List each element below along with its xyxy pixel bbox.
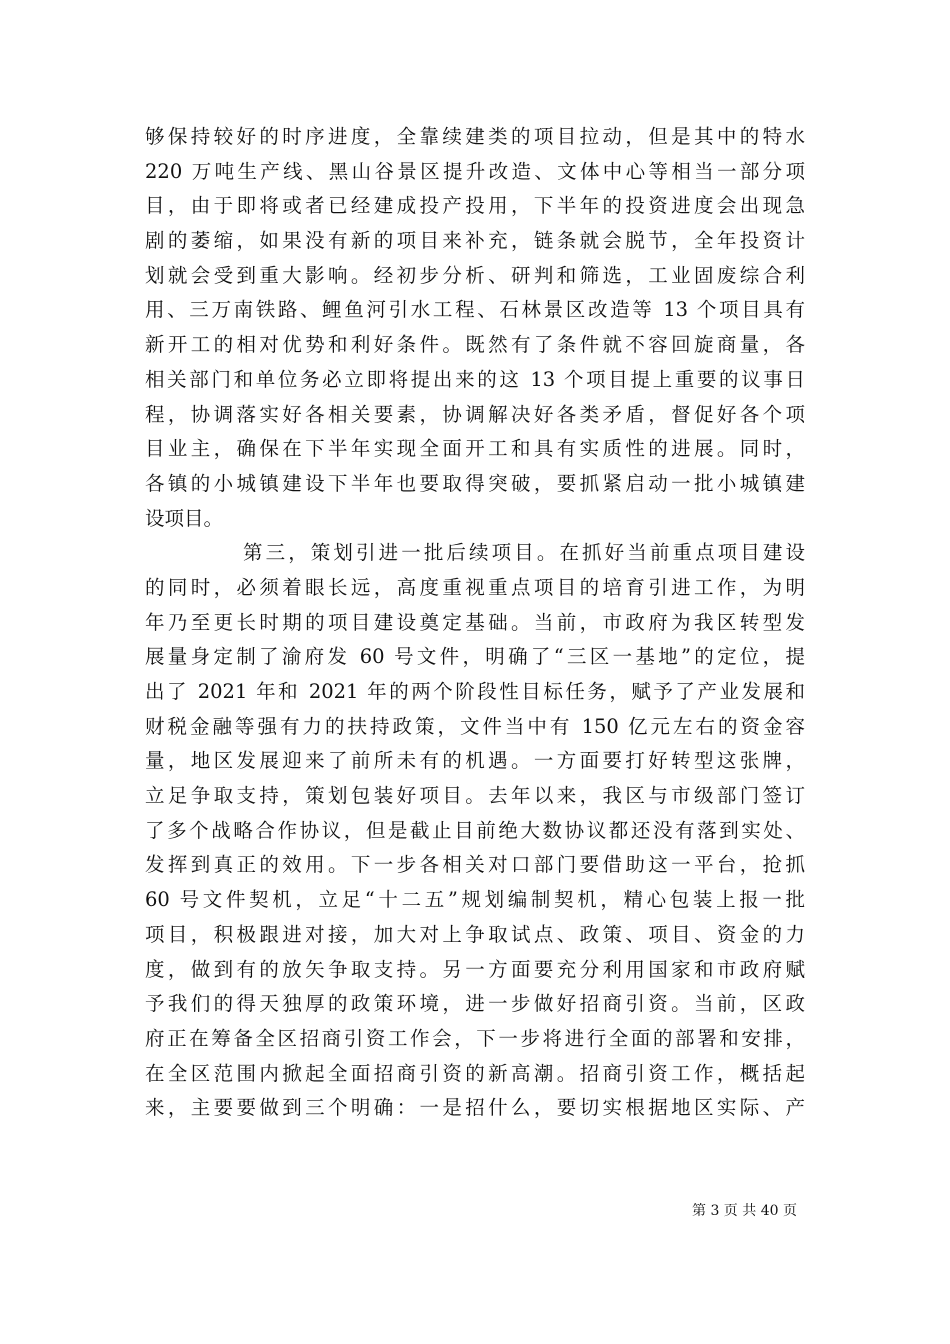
- text-line: 的同时，必须着眼长远，高度重视重点项目的培育引进工作，为明: [145, 575, 805, 599]
- page-number-footer: 第 3 页 共 40 页: [692, 1203, 797, 1219]
- text-line: 展量身定制了渝府发 60 号文件，明确了“三区一基地”的定位，提: [145, 645, 805, 669]
- text-line: 划就会受到重大影响。经初步分析、研判和筛选，工业固废综合利: [145, 263, 805, 287]
- text-line: 第三，策划引进一批后续项目。在抓好当前重点项目建设: [243, 541, 805, 565]
- text-line: 予我们的得天独厚的政策环境，进一步做好招商引资。当前，区政: [145, 992, 805, 1016]
- text-line: 出了 2021 年和 2021 年的两个阶段性目标任务，赋予了产业发展和: [145, 680, 805, 703]
- text-line: 发挥到真正的效用。下一步各相关对口部门要借助这一平台，抢抓: [145, 853, 805, 877]
- text-line: 目业主，确保在下半年实现全面开工和具有实质性的进展。同时，: [145, 437, 805, 461]
- text-line: 项目，积极跟进对接，加大对上争取试点、政策、项目、资金的力: [145, 922, 805, 946]
- text-line: 60 号文件契机，立足“十二五”规划编制契机，精心包装上报一批: [145, 888, 805, 912]
- paragraph-2: [145, 536, 805, 1126]
- text-line: 相关部门和单位务必立即将提出来的这 13 个项目提上重要的议事日: [145, 367, 805, 391]
- text-line: 用、三万南铁路、鲤鱼河引水工程、石林景区改造等 13 个项目具有: [145, 298, 805, 322]
- text-line: 在全区范围内掀起全面招商引资的新高潮。招商引资工作，概括起: [145, 1061, 805, 1085]
- text-line: 220 万吨生产线、黑山谷景区提升改造、文体中心等相当一部分项: [145, 159, 805, 183]
- text-line: 程，协调落实好各相关要素，协调解决好各类矛盾，督促好各个项: [145, 402, 805, 426]
- text-line: 了多个战略合作协议，但是截止目前绝大数协议都还没有落到实处、: [145, 818, 805, 842]
- text-line: 够保持较好的时序进度，全靠续建类的项目拉动，但是其中的特水: [145, 125, 805, 148]
- text-line: 府正在筹备全区招商引资工作会，下一步将进行全面的部署和安排，: [145, 1026, 805, 1050]
- document-page: [145, 120, 805, 1126]
- text-line: 立足争取支持，策划包装好项目。去年以来，我区与市级部门签订: [145, 784, 805, 808]
- text-line: 年乃至更长时期的项目建设奠定基础。当前，市政府为我区转型发: [145, 610, 805, 634]
- text-line: 目，由于即将或者已经建成投产投用，下半年的投资进度会出现急: [145, 194, 805, 218]
- text-line: 量，地区发展迎来了前所未有的机遇。一方面要打好转型这张牌，: [145, 749, 805, 773]
- text-line: 新开工的相对优势和利好条件。既然有了条件就不容回旋商量，各: [145, 333, 805, 357]
- text-line: 财税金融等强有力的扶持政策，文件当中有 150 亿元左右的资金容: [145, 714, 805, 738]
- text-line: 各镇的小城镇建设下半年也要取得突破，要抓紧启动一批小城镇建: [145, 471, 805, 495]
- paragraph-1: [145, 120, 805, 536]
- text-line: 剧的萎缩，如果没有新的项目来补充，链条就会脱节，全年投资计: [145, 229, 805, 253]
- text-line: 设项目。: [145, 506, 224, 530]
- text-line: 度，做到有的放矢争取支持。另一方面要充分利用国家和市政府赋: [145, 957, 805, 981]
- text-line: 来，主要要做到三个明确：一是招什么，要切实根据地区实际、产: [145, 1096, 805, 1120]
